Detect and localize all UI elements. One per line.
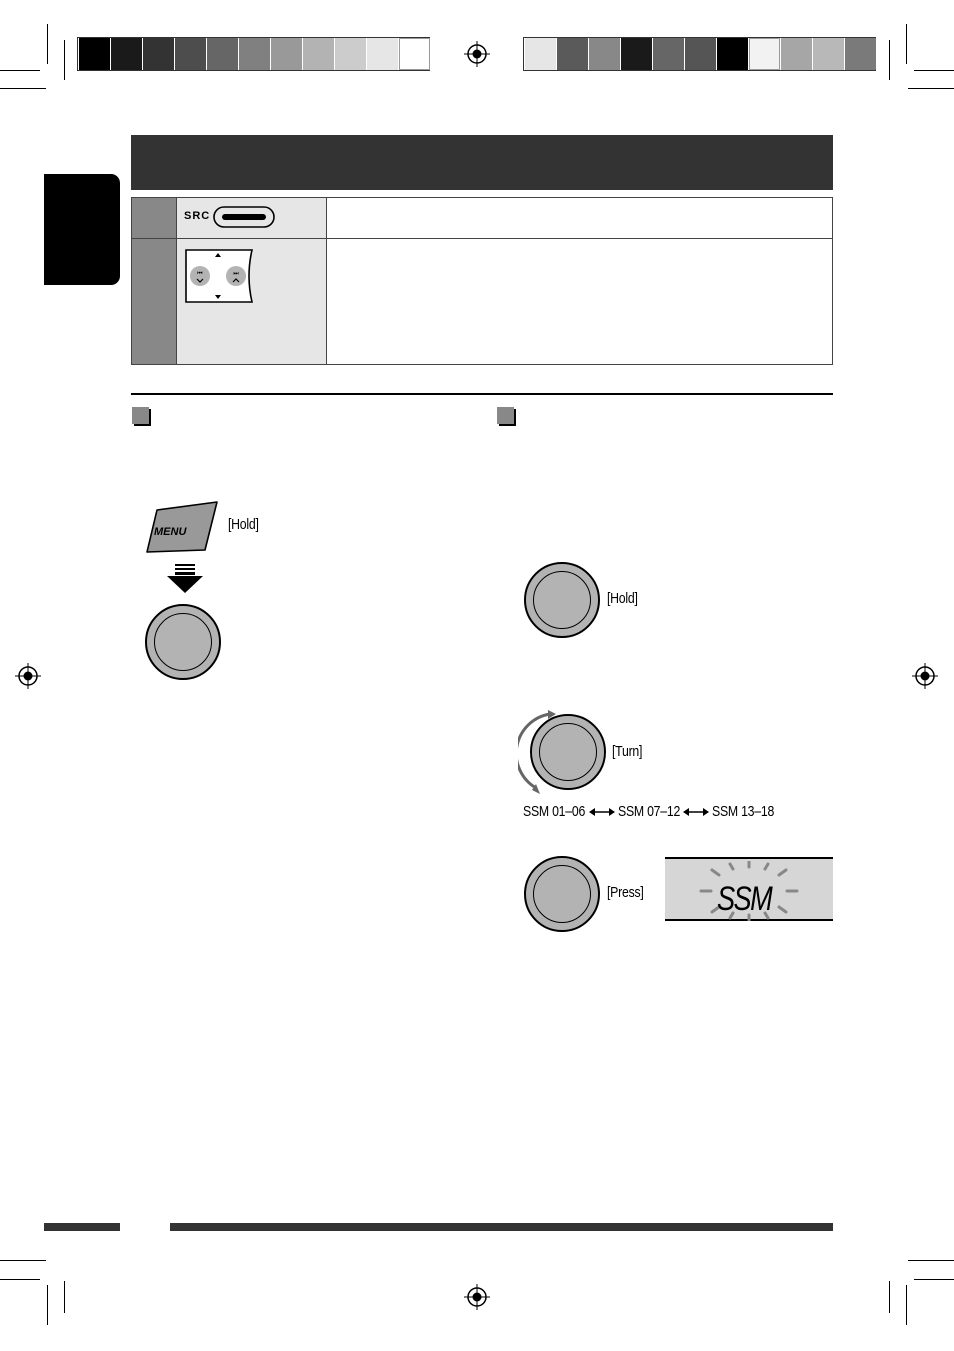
hold-label: [Hold] bbox=[607, 590, 638, 607]
color-swatch bbox=[717, 38, 748, 70]
crop-mark bbox=[908, 1260, 954, 1261]
ssm-step-2: SSM 07–12 bbox=[618, 803, 681, 820]
color-swatch bbox=[143, 38, 174, 70]
control-dial[interactable] bbox=[524, 856, 600, 932]
color-swatch bbox=[813, 38, 844, 70]
section-marker-right bbox=[497, 407, 514, 424]
table-cell-button bbox=[177, 198, 327, 239]
footer-bar-right bbox=[170, 1223, 833, 1231]
crop-mark bbox=[64, 1281, 65, 1313]
color-swatch bbox=[399, 38, 430, 70]
registration-mark-icon bbox=[464, 41, 490, 67]
color-swatch bbox=[845, 38, 876, 70]
crop-mark bbox=[0, 70, 40, 71]
table-cell-button bbox=[177, 239, 327, 365]
color-swatch bbox=[175, 38, 206, 70]
color-swatch bbox=[79, 38, 110, 70]
color-swatch bbox=[781, 38, 812, 70]
section-divider bbox=[131, 393, 833, 395]
crop-mark bbox=[889, 1281, 890, 1313]
double-arrow-icon bbox=[589, 807, 615, 817]
hold-label: [Hold] bbox=[228, 516, 259, 533]
crop-mark bbox=[0, 1260, 46, 1261]
crop-mark bbox=[0, 88, 46, 89]
footer-bar-left bbox=[44, 1223, 120, 1231]
color-swatch bbox=[525, 38, 556, 70]
color-swatch bbox=[207, 38, 238, 70]
control-dial[interactable] bbox=[145, 604, 221, 680]
svg-text:⏭: ⏭ bbox=[233, 270, 239, 277]
crop-mark bbox=[47, 24, 48, 64]
color-swatch bbox=[557, 38, 588, 70]
skip-buttons-icon bbox=[184, 246, 256, 306]
color-swatch bbox=[303, 38, 334, 70]
table-cell-marker bbox=[132, 239, 177, 365]
menu-button-label: MENU bbox=[154, 526, 187, 538]
table-cell-description bbox=[327, 239, 833, 365]
registration-mark-icon bbox=[912, 663, 938, 689]
crop-mark bbox=[889, 40, 890, 80]
color-swatch bbox=[749, 38, 780, 70]
down-arrow-icon bbox=[165, 563, 205, 595]
color-swatch bbox=[621, 38, 652, 70]
color-swatch bbox=[335, 38, 366, 70]
ssm-step-3: SSM 13–18 bbox=[712, 803, 775, 820]
turn-label: [Turn] bbox=[612, 743, 643, 760]
ssm-sequence bbox=[523, 803, 823, 823]
control-dial[interactable] bbox=[524, 562, 600, 638]
color-swatch bbox=[367, 38, 398, 70]
src-button-icon bbox=[213, 206, 275, 228]
press-label: [Press] bbox=[607, 884, 644, 901]
crop-mark bbox=[47, 1285, 48, 1325]
crop-mark bbox=[914, 1279, 954, 1280]
crop-mark bbox=[906, 1285, 907, 1325]
section-marker-left bbox=[132, 407, 149, 424]
color-swatch bbox=[685, 38, 716, 70]
src-button-label: SRC bbox=[184, 210, 211, 222]
table-cell-marker bbox=[132, 198, 177, 239]
table-cell-description bbox=[327, 198, 833, 239]
lcd-text: SSM bbox=[717, 880, 772, 918]
crop-mark bbox=[64, 40, 65, 80]
color-swatch bbox=[111, 38, 142, 70]
control-dial[interactable] bbox=[530, 714, 606, 790]
crop-mark bbox=[908, 88, 954, 89]
color-swatch bbox=[653, 38, 684, 70]
lcd-display bbox=[665, 857, 833, 921]
crop-mark bbox=[914, 70, 954, 71]
color-swatch bbox=[239, 38, 270, 70]
table-row bbox=[132, 198, 833, 239]
ssm-step-1: SSM 01–06 bbox=[523, 803, 586, 820]
color-swatch bbox=[271, 38, 302, 70]
double-arrow-icon bbox=[683, 807, 709, 817]
crop-mark bbox=[906, 24, 907, 64]
crop-mark bbox=[0, 1279, 40, 1280]
language-tab bbox=[44, 174, 120, 285]
section-header-band bbox=[131, 135, 833, 190]
color-swatch bbox=[589, 38, 620, 70]
registration-mark-icon bbox=[15, 663, 41, 689]
table-row bbox=[132, 239, 833, 365]
controls-table bbox=[131, 197, 833, 365]
registration-mark-icon bbox=[464, 1284, 490, 1310]
svg-text:⏮: ⏮ bbox=[197, 270, 203, 277]
